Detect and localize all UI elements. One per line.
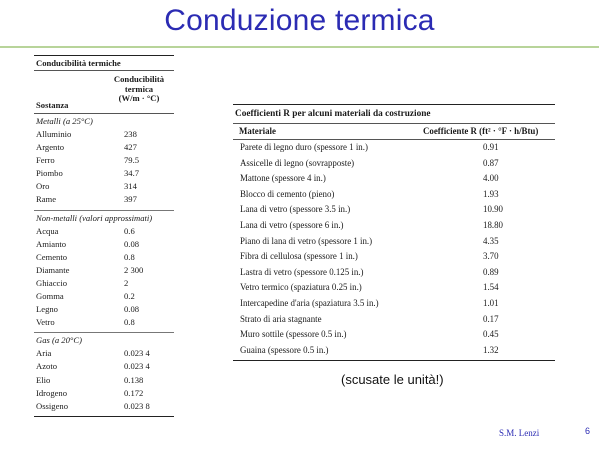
table-row: [34, 180, 174, 193]
substance-name: Oro: [36, 181, 50, 192]
r-coefficient-value: 1.54: [483, 282, 499, 293]
table-row: [34, 128, 174, 141]
substance-name: Alluminio: [36, 129, 72, 139]
conductivity-value: 0.023 8: [124, 400, 150, 411]
conductivity-table-header: [34, 71, 174, 114]
section-label: Metalli (a 25°C): [36, 116, 93, 126]
material-name: Fibra di cellulosa (spessore 1 in.): [240, 251, 358, 262]
table-row: [34, 264, 174, 277]
substance-name: Vetro: [36, 317, 55, 328]
substance-name: Argento: [36, 142, 65, 153]
table-bottom-rule: [34, 416, 174, 417]
table-row: [233, 343, 555, 359]
table-row: [34, 400, 174, 413]
col-conductivity-line: (W/m · °C): [118, 93, 160, 103]
col-conductivity-line: termica: [124, 83, 154, 94]
material-name: Lana di vetro (spessore 6 in.): [240, 219, 344, 230]
material-name: Intercapedine d'aria (spaziatura 3.5 in.): [240, 297, 379, 308]
substance-name: Legno: [36, 304, 58, 315]
substance-name: Aria: [36, 348, 52, 359]
conductivity-value: 2 300: [124, 264, 144, 275]
r-coefficient-value: 4.35: [483, 235, 499, 246]
col-material: Materiale: [239, 126, 276, 136]
conductivity-table-body: [34, 115, 174, 413]
table-row: [34, 316, 174, 329]
conductivity-value: 0.08: [124, 304, 140, 315]
substance-name: Azoto: [36, 361, 58, 372]
conductivity-value: 0.6: [124, 225, 135, 236]
r-coefficient-value: 0.89: [483, 266, 499, 277]
material-name: Strato di aria stagnante: [240, 313, 322, 324]
material-name: Lastra di vetro (spessore 0.125 in.): [240, 266, 364, 277]
table-row: [34, 141, 174, 154]
material-name: Muro sottile (spessore 0.5 in.): [240, 329, 347, 340]
table-row: [233, 140, 555, 156]
r-coefficient-value: 10.90: [483, 204, 503, 215]
table-row: [233, 327, 555, 343]
r-coefficient-value: 0.87: [483, 157, 499, 168]
r-table-body: [233, 140, 555, 358]
table-row: [34, 303, 174, 316]
r-coefficient-value: 18.80: [483, 219, 503, 230]
material-name: Mattone (spessore 4 in.): [240, 173, 326, 184]
substance-name: Idrogeno: [36, 387, 68, 398]
r-table-header: [233, 124, 555, 140]
conductivity-table: [34, 55, 174, 417]
section-label: Non-metalli (valori approssimati): [36, 212, 153, 223]
col-conductivity-line: Conducibilità: [113, 74, 165, 84]
substance-name: Gomma: [36, 291, 64, 302]
col-coefficient: Coefficiente R (ft² · °F · h/Btu): [423, 126, 539, 136]
table-row: [233, 234, 555, 250]
table-row: [34, 347, 174, 360]
substance-name: Amianto: [36, 238, 67, 249]
substance-name: Ossigeno: [36, 400, 68, 411]
table-row: [34, 251, 174, 264]
table-row: [233, 296, 555, 312]
conductivity-value: 0.2: [124, 291, 135, 302]
conductivity-value: 0.138: [124, 374, 144, 385]
conductivity-value: 79.5: [124, 155, 140, 166]
substance-name: Rame: [36, 194, 57, 205]
r-coefficient-table: [233, 104, 555, 361]
table-row: [34, 225, 174, 238]
material-name: Assicelle di legno (sovrapposte): [240, 157, 355, 168]
conductivity-value: 0.172: [124, 387, 144, 398]
conductivity-value: 0.8: [124, 251, 135, 262]
material-name: Piano di lana di vetro (spessore 1 in.): [240, 235, 373, 246]
col-substance: Sostanza: [36, 100, 69, 110]
slide-title: Conduzione termica: [164, 4, 435, 37]
substance-name: Elio: [36, 374, 51, 385]
substance-name: Diamante: [36, 264, 70, 275]
table-row: [34, 387, 174, 400]
conductivity-value: 427: [124, 142, 137, 153]
conductivity-value: 0.023 4: [124, 348, 150, 359]
table-row: [233, 202, 555, 218]
table-row: [233, 171, 555, 187]
material-name: Vetro termico (spaziatura 0.25 in.): [240, 282, 362, 293]
conductivity-value: 34.7: [124, 168, 140, 179]
conductivity-value: 238: [124, 129, 137, 139]
table-bottom-rule: [233, 360, 555, 361]
conductivity-value: 0.8: [124, 317, 135, 328]
title-divider: [0, 46, 599, 48]
r-coefficient-value: 0.91: [483, 142, 499, 152]
page-number: 6: [585, 426, 591, 436]
table-row: [34, 374, 174, 387]
r-coefficient-value: 0.17: [483, 313, 499, 324]
table-row: [34, 154, 174, 167]
substance-name: Acqua: [36, 225, 59, 236]
table-row: [233, 312, 555, 328]
col-conductivity: [104, 75, 174, 104]
r-coefficient-value: 1.32: [483, 344, 499, 355]
r-coefficient-value: 4.00: [483, 173, 499, 184]
table-row: [34, 167, 174, 180]
section-divider: [34, 332, 174, 333]
conductivity-value: 0.023 4: [124, 361, 150, 372]
table-row: [233, 265, 555, 281]
table-row: [233, 280, 555, 296]
table-row: [34, 290, 174, 303]
material-name: Lana di vetro (spessore 3.5 in.): [240, 204, 351, 215]
material-name: Blocco di cemento (pieno): [240, 188, 335, 199]
r-coefficient-value: 0.45: [483, 329, 499, 340]
r-coefficient-value: 3.70: [483, 251, 499, 262]
table-row: [34, 193, 174, 206]
material-name: Parete di legno duro (spessore 1 in.): [240, 142, 368, 152]
units-note: (scusate le unità!): [341, 372, 444, 387]
footer-author: S.M. Lenzi: [499, 428, 540, 438]
conductivity-value: 314: [124, 181, 137, 192]
table-row: [34, 277, 174, 290]
substance-name: Ferro: [36, 155, 55, 166]
conductivity-table-caption: Conducibilità termiche: [34, 56, 174, 71]
table-row: [233, 218, 555, 234]
table-row: [34, 360, 174, 373]
r-coefficient-value: 1.93: [483, 188, 499, 199]
material-name: Guaina (spessore 0.5 in.): [240, 344, 329, 355]
conductivity-value: 0.08: [124, 238, 140, 249]
section-divider: [34, 210, 174, 211]
table-row: [34, 238, 174, 251]
table-row: [233, 156, 555, 172]
table-row: [233, 249, 555, 265]
r-coefficient-value: 1.01: [483, 297, 499, 308]
substance-name: Cemento: [36, 251, 68, 262]
conductivity-value: 397: [124, 194, 137, 205]
substance-name: Piombo: [36, 168, 63, 179]
conductivity-value: 2: [124, 277, 129, 288]
r-table-caption: Coefficienti R per alcuni materiali da costruzione: [233, 105, 555, 124]
table-row: [233, 187, 555, 203]
substance-name: Ghiaccio: [36, 277, 68, 288]
section-label: Gas (a 20°C): [36, 335, 82, 346]
